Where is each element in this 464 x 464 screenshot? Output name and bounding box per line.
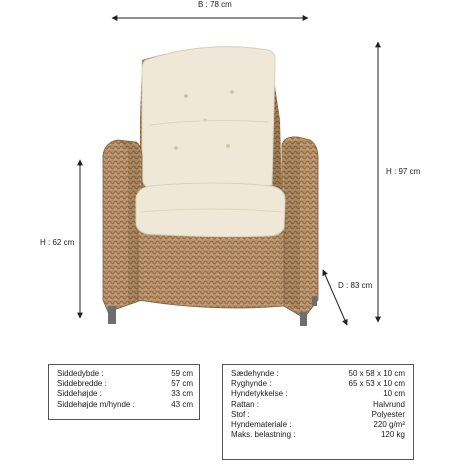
spec-row bbox=[57, 400, 193, 410]
spec-value: Halvrund bbox=[372, 399, 405, 409]
spec-row bbox=[231, 379, 405, 389]
spec-row bbox=[57, 379, 193, 389]
spec-value: 220 g/m² bbox=[373, 420, 405, 430]
spec-value: 57 cm bbox=[171, 379, 193, 389]
chair-leg-right-back bbox=[312, 296, 317, 306]
spec-value: 65 x 53 x 10 cm bbox=[348, 379, 405, 389]
spec-row bbox=[57, 389, 193, 399]
spec-label: Rattan : bbox=[231, 399, 260, 409]
depth-dimension-arrow bbox=[323, 270, 347, 325]
spec-label: Ryghynde : bbox=[231, 379, 272, 389]
spec-row bbox=[231, 400, 405, 410]
arm-height-label: H : 62 cm bbox=[40, 238, 75, 247]
spec-row bbox=[231, 430, 405, 440]
spec-row bbox=[231, 410, 405, 420]
cushion-spec-box bbox=[222, 364, 414, 460]
back-cushion bbox=[142, 47, 275, 190]
width-label: B : 78 cm bbox=[198, 0, 232, 9]
spec-label: Maks. belastning : bbox=[231, 430, 296, 440]
seat-spec-box bbox=[48, 364, 200, 420]
spec-label: Stof : bbox=[231, 409, 250, 419]
spec-row bbox=[57, 369, 193, 379]
spec-row bbox=[231, 389, 405, 399]
spec-label: Siddedybde : bbox=[57, 369, 104, 378]
spec-label: Siddebredde : bbox=[57, 379, 107, 389]
chair-leg-left bbox=[108, 306, 116, 324]
spec-label: Hyndemateriale : bbox=[231, 420, 292, 430]
spec-row bbox=[231, 420, 405, 430]
seat-cushion bbox=[136, 183, 285, 237]
spec-value: 10 cm bbox=[383, 389, 405, 399]
spec-label: Siddehøjde : bbox=[57, 389, 102, 399]
chair-seat-base bbox=[138, 228, 284, 308]
chair-leg-right-front bbox=[300, 312, 307, 326]
spec-label: Siddehøjde m/hynde : bbox=[57, 399, 135, 409]
depth-label: D : 83 cm bbox=[338, 281, 373, 290]
spec-value: 120 kg bbox=[380, 430, 405, 440]
spec-row bbox=[231, 369, 405, 379]
spec-value: 43 cm bbox=[171, 399, 193, 409]
total-height-label: H : 97 cm bbox=[386, 167, 421, 176]
cushion-spec-table bbox=[231, 369, 405, 440]
seat-spec-table bbox=[57, 369, 193, 410]
spec-value: 50 x 58 x 10 cm bbox=[348, 369, 405, 378]
spec-value: 59 cm bbox=[171, 369, 193, 378]
spec-value: Polyester bbox=[371, 409, 405, 419]
spec-label: Sædehynde : bbox=[231, 369, 279, 378]
spec-label: Hyndetykkelse : bbox=[231, 389, 288, 399]
spec-value: 33 cm bbox=[171, 389, 193, 399]
